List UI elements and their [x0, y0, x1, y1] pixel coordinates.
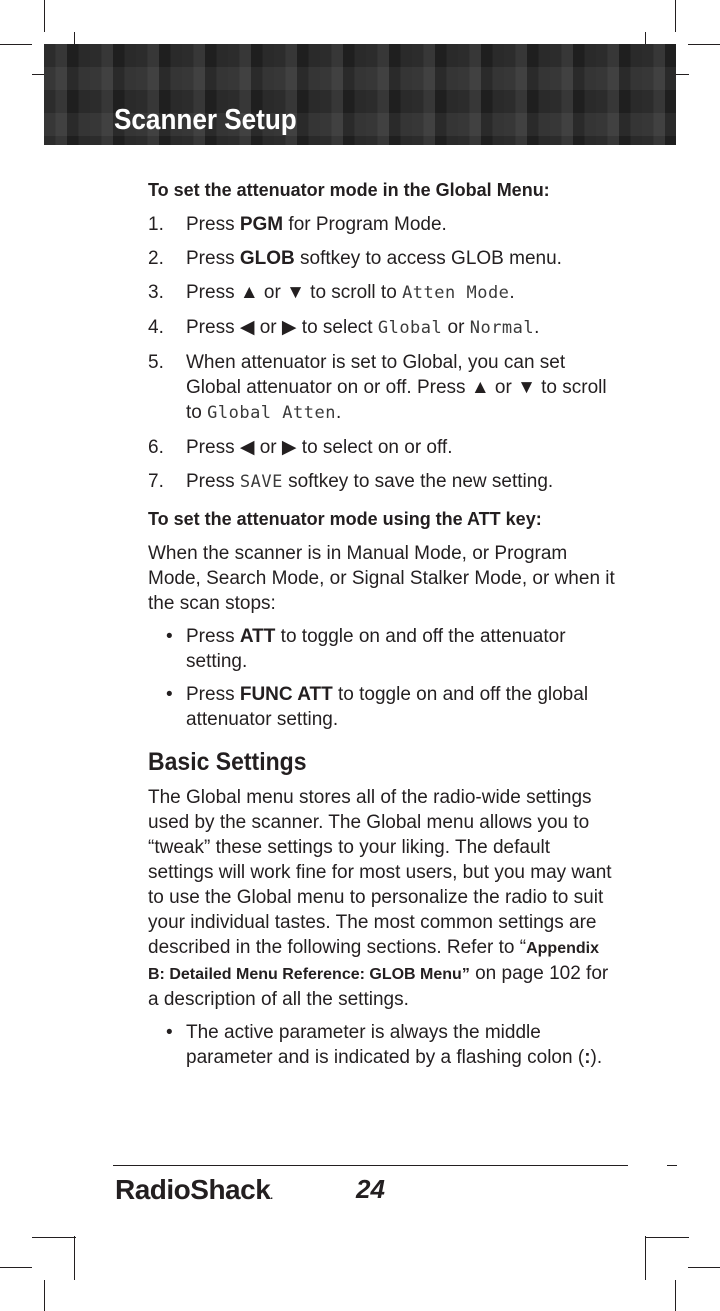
step-item	[148, 246, 618, 271]
key-label: PGM	[239, 214, 284, 235]
step-text-part: .	[509, 282, 515, 303]
step-text-part: Press ▲ or ▼ to scroll to	[186, 282, 403, 303]
bullet-text-part: Press	[186, 684, 240, 705]
step-text-part: softkey to access GLOB menu.	[294, 248, 562, 269]
step-number: 2.	[148, 248, 164, 269]
bullet-text-part: The active parameter is always the middle parameter and is indicated by a flashing colon (	[186, 1022, 585, 1068]
key-label: FUNC ATT	[239, 684, 333, 705]
crop-mark	[688, 1267, 720, 1268]
page-title: Scanner Setup	[114, 104, 297, 136]
step-text	[186, 435, 618, 460]
step-text-part: softkey to save the new setting.	[282, 471, 554, 492]
bullet-text-part: to toggle on and off the global attenuator setting.	[186, 684, 589, 730]
bullet-text-part: to toggle on and off the attenuator setting.	[186, 626, 566, 672]
step-text-part: Press	[186, 248, 240, 269]
step-text	[186, 246, 618, 271]
bullet-text-part: ).	[590, 1047, 603, 1068]
key-label: GLOB	[239, 248, 295, 269]
brand-logo	[115, 1174, 273, 1206]
step-text-part: .	[335, 402, 342, 423]
step-text-part: .	[534, 317, 540, 338]
step-item	[148, 212, 618, 237]
step-text-part: Press ◀ or ▶ to select	[186, 317, 378, 338]
lcd-text: Normal	[469, 318, 535, 338]
crop-mark	[688, 44, 720, 45]
step-item	[148, 280, 618, 306]
bullet-item	[166, 624, 618, 674]
step-item	[148, 435, 618, 460]
att-key-intro: When the scanner is in Manual Mode, or Program Mode, Search Mode, or Signal Stalker Mode, or when it the scan stops:	[148, 543, 615, 614]
crop-mark	[74, 1236, 75, 1280]
body-text: The Global menu stores all of the radio-wide settings used by the scanner. The Global menu allows you to “tweak” these settings to your liking. The default settings will work fine for most users, but you may want to use the Global menu to personalize the radio to suit your individual tastes. The most common settings are described in the following sections. Refer to “	[148, 787, 612, 958]
bullet-text-part: Press	[186, 626, 240, 647]
colon-symbol: :	[584, 1047, 591, 1068]
bullet-item	[166, 682, 618, 732]
step-number: 4.	[148, 317, 164, 338]
crop-mark	[645, 1236, 646, 1280]
step-item	[148, 350, 618, 426]
crop-mark	[44, 0, 45, 32]
step-text-part: Press	[186, 471, 240, 492]
step-text-part: Press	[186, 214, 240, 235]
crop-mark	[675, 1280, 676, 1311]
step-item	[148, 315, 618, 341]
key-label: ATT	[239, 626, 276, 647]
step-number: 5.	[148, 352, 164, 373]
global-menu-heading: To set the attenuator mode in the Global Menu:	[148, 180, 550, 200]
step-number: 6.	[148, 437, 164, 458]
step-text	[186, 350, 618, 426]
page-number: 24	[356, 1174, 385, 1204]
footer-mark	[667, 1165, 677, 1166]
crop-mark	[0, 44, 32, 45]
body-text: on page 102 for a description of all the settings.	[148, 963, 609, 1010]
brand-mark: .	[270, 1191, 273, 1202]
step-text	[186, 469, 618, 495]
cross-reference: Appendix B: Detailed Menu Reference: GLOB Menu”	[148, 940, 599, 983]
bullet-text	[186, 624, 618, 674]
footer-rule	[113, 1165, 628, 1166]
crop-mark	[32, 1237, 76, 1238]
lcd-text: SAVE	[239, 472, 283, 492]
section-title: Basic Settings	[148, 748, 307, 776]
crop-mark	[645, 1237, 689, 1238]
step-text	[186, 212, 618, 237]
bullet-text	[186, 682, 618, 732]
crop-mark	[0, 1267, 32, 1268]
step-number: 7.	[148, 471, 164, 492]
step-text	[186, 280, 618, 306]
step-text-part: for Program Mode.	[283, 214, 447, 235]
bullet-text	[186, 1020, 618, 1070]
step-text-part: Press ◀ or ▶ to select on or off.	[186, 437, 453, 458]
step-text	[186, 315, 618, 341]
lcd-text: Global	[377, 318, 443, 338]
main-content	[148, 178, 618, 1078]
lcd-text: Atten Mode	[402, 283, 510, 303]
step-text-part: or	[442, 317, 470, 338]
lcd-text: Global Atten	[207, 403, 336, 423]
step-number: 3.	[148, 282, 164, 303]
att-key-heading: To set the attenuator mode using the ATT key:	[148, 509, 542, 529]
crop-mark	[44, 1280, 45, 1311]
header-banner	[44, 44, 676, 145]
bullet-item	[166, 1020, 618, 1070]
basic-settings-body	[148, 785, 618, 1012]
step-item	[148, 469, 618, 495]
step-text-part: When attenuator is set to Global, you can set Global attenuator on or off. Press ▲ or ▼ to scroll to	[186, 352, 607, 423]
brand-name: RadioShack	[115, 1174, 271, 1205]
bullet-icon: •	[166, 626, 173, 647]
crop-mark	[675, 0, 676, 32]
bullet-icon: •	[166, 1022, 173, 1043]
step-number: 1.	[148, 214, 164, 235]
bullet-icon: •	[166, 684, 173, 705]
